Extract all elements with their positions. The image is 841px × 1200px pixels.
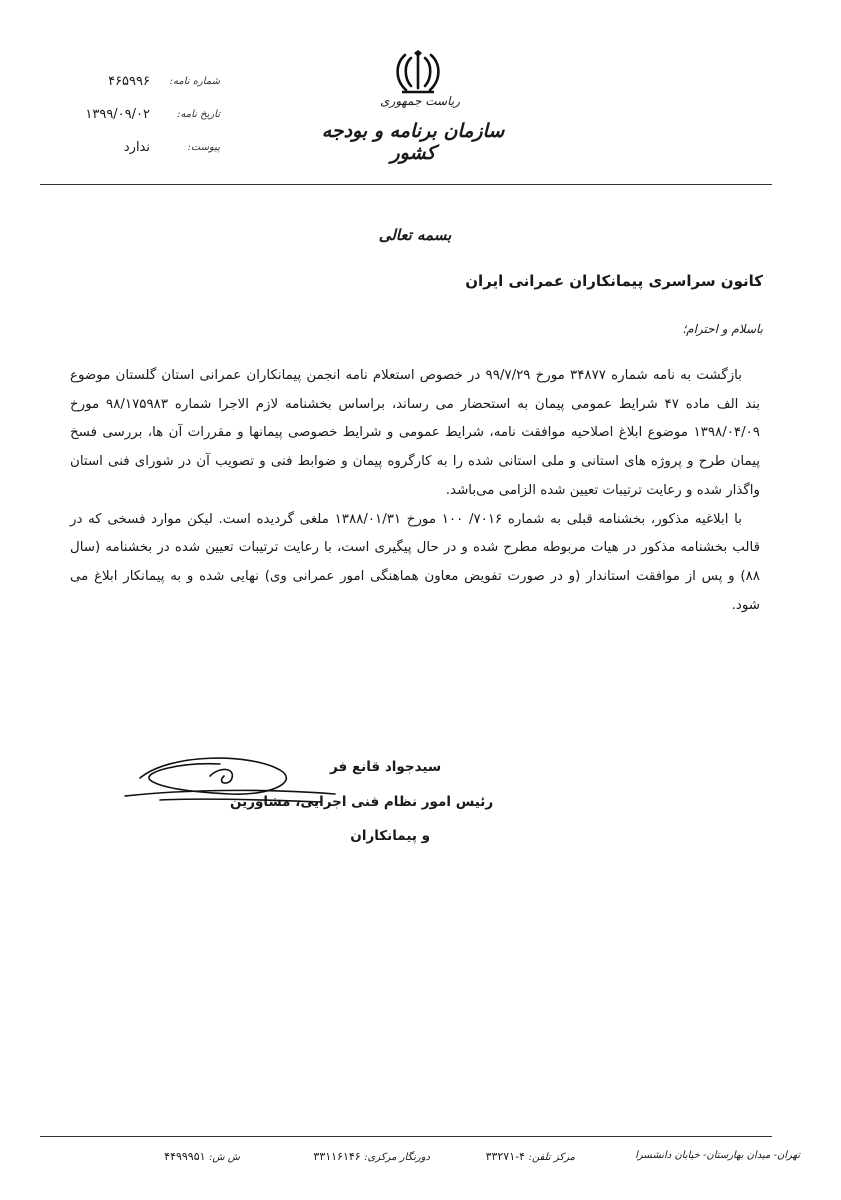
footer-address: تهران- میدان بهارستان- خیابان دانشسرا (635, 1150, 800, 1161)
letter-number-row (50, 74, 220, 107)
footer-fax-label: دورنگار مرکزی: (364, 1152, 430, 1163)
letter-number-value: ۴۶۵۹۹۶ (108, 74, 150, 89)
org-name: سازمان برنامه و بودجه کشور (321, 120, 505, 164)
footer-phone-label: مرکز تلفن: (528, 1152, 575, 1163)
letter-meta (50, 74, 220, 173)
header-divider (40, 184, 772, 185)
letter-date-row (50, 107, 220, 140)
footer-phone-value: ۴-۳۳۲۷۱ (485, 1150, 526, 1163)
iran-emblem-icon (396, 50, 440, 96)
attachment-row (50, 140, 220, 173)
attachment-value: ندارد (123, 140, 150, 155)
footer-postal (164, 1150, 240, 1163)
letter-body (70, 362, 760, 620)
signer-title: رئیس امور نظام فنی اجرایی، مشاورین (230, 794, 494, 810)
signer-title-continued: و پیمانکاران (350, 828, 430, 844)
letter-number-label: شماره نامه: (169, 76, 220, 87)
footer-divider (40, 1136, 772, 1137)
org-subtitle: ریاست جمهوری (380, 94, 460, 108)
body-paragraph: با ابلاغیه مذکور، بخشنامه قبلی به شماره ۷۰۱۶/ ۱۰۰ مورخ ۱۳۸۸/۰۱/۳۱ ملغی گردیده است. لیکن موارد فسخی که در قالب بخشنامه مذکور در هیات مربوطه مطرح شده و در حال پیگیری است، با رعایت ترتیبات تعیین شده در بخشنامه (سال ۸۸) و پس از موافقت استاندار (و در صورت تفویض معاون هماهنگی امور عمرانی وی) نهایی شده و به پیمانکار ابلاغ می شود. (70, 511, 760, 613)
invocation: بسمه تعالی (378, 226, 452, 244)
body-paragraph: بازگشت به نامه شماره ۳۴۸۷۷ مورخ ۹۹/۷/۲۹ در خصوص استعلام نامه انجمن پیمانکاران عمرانی استان گلستان موضوع بند الف ماده ۴۷ شرایط عمومی پیمان به استحضار می رساند، براساس بخشنامه لازم الاجرا شماره ۹۸/۱۷۵۹۸۳ مورخ ۱۳۹۸/۰۴/۰۹ موضوع ابلاغ اصلاحیه موافقت نامه، شرایط عمومی و شرایط خصوصی پیمانها و مقررات آن ها، بررسی فسخ پیمان طرح و پروژه های استانی و ملی استانی شده را به کارگروه پیمان و ضوابط فنی و تصویب آن در شورای فنی استان واگذار شده و رعایت ترتیبات تعیین شده الزامی می‌باشد. (70, 368, 760, 498)
footer-postal-label: ش ش: (209, 1152, 240, 1163)
greeting: باسلام و احترام؛ (682, 322, 763, 336)
letter-footer (40, 1140, 800, 1176)
letter-date-label: تاریخ نامه: (177, 109, 220, 120)
footer-postal-value: ۴۴۹۹۹۵۱ (164, 1150, 206, 1163)
handwritten-signature (120, 748, 340, 818)
footer-phone (486, 1150, 575, 1163)
signer-name: سیدجواد قانع فر (330, 759, 442, 775)
recipient: کانون سراسری پیمانکاران عمرانی ایران (465, 272, 763, 290)
footer-fax-value: ۳۳۱۱۶۱۴۶ (313, 1150, 361, 1163)
letter-date-value: ۱۳۹۹/۰۹/۰۲ (85, 107, 150, 122)
attachment-label: پیوست: (187, 142, 220, 153)
footer-fax (313, 1150, 430, 1163)
